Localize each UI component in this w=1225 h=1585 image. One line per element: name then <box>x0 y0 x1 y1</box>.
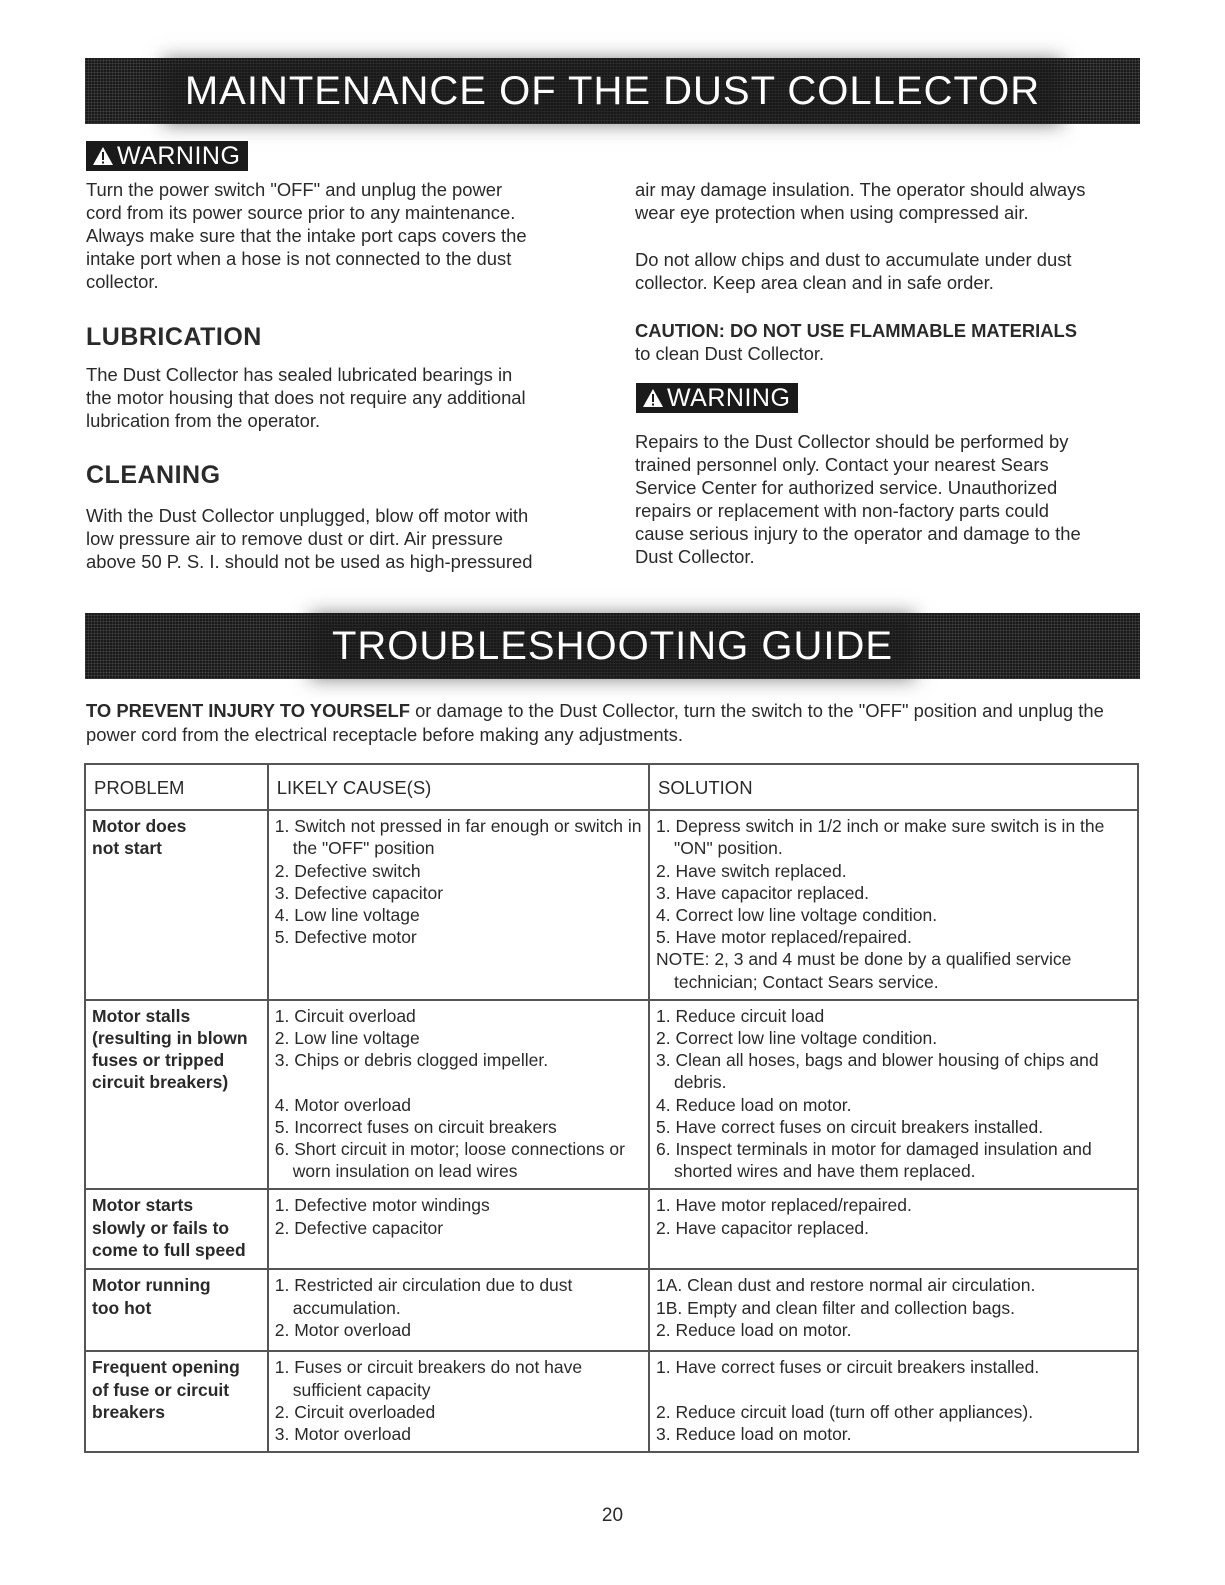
cause-cell <box>268 1269 649 1351</box>
maintenance-title: MAINTENANCE OF THE DUST COLLECTOR <box>173 69 1052 114</box>
cause-item: 4. Low line voltage <box>274 905 420 926</box>
table-row <box>85 810 1138 1000</box>
troubleshooting-banner <box>85 613 1140 679</box>
solution-item: 5. Have motor replaced/repaired. <box>655 927 912 948</box>
caution-heading: CAUTION: DO NOT USE FLAMMABLE MATERIALS <box>635 320 1078 341</box>
cause-cell <box>268 1351 649 1452</box>
troubleshooting-table <box>84 763 1139 1453</box>
cause-item: 1. Defective motor windings <box>274 1195 490 1216</box>
cause-cell <box>268 810 649 1000</box>
solution-item: 1B. Empty and clean filter and collection bags. <box>655 1297 1015 1318</box>
header-cause: LIKELY CAUSE(S) <box>268 764 649 810</box>
solution-item: NOTE: 2, 3 and 4 must be done by a qualified service technician; Contact Sears service. <box>655 949 1072 992</box>
intro-text: or damage to the Dust Collector, turn the switch to the "OFF" position and unplug the power cord from the electrical receptacle before making any adjustments. <box>86 700 1104 745</box>
cause-item: 2. Circuit overloaded <box>274 1401 436 1422</box>
solution-item: 1. Have motor replaced/repaired. <box>655 1195 912 1216</box>
solution-item: 6. Inspect terminals in motor for damaged insulation and shorted wires and have them replaced. <box>655 1139 1092 1182</box>
solution-item: 3. Have capacitor replaced. <box>655 882 870 903</box>
warning-label-text: WARNING <box>117 141 241 170</box>
solution-item: 1. Depress switch in 1/2 inch or make sure switch is in the "ON" position. <box>655 816 1105 859</box>
solution-item: 3. Clean all hoses, bags and blower housing of chips and debris. <box>655 1050 1099 1093</box>
cause-cell <box>268 1000 649 1190</box>
solution-item <box>656 1379 1131 1401</box>
warning2-label <box>636 383 798 413</box>
table-row <box>85 1351 1138 1452</box>
table-row <box>85 1189 1138 1269</box>
problem-cell: Motor starts slowly or fails to come to full speed <box>85 1189 268 1269</box>
cause-cell <box>268 1189 649 1269</box>
header-solution: SOLUTION <box>649 764 1138 810</box>
cause-item: 1. Circuit overload <box>274 1005 416 1026</box>
header-problem: PROBLEM <box>85 764 268 810</box>
lubrication-heading: LUBRICATION <box>86 323 262 351</box>
cleaning-heading: CLEANING <box>86 461 221 489</box>
cause-item: 4. Motor overload <box>274 1094 411 1115</box>
solution-cell <box>649 1269 1138 1351</box>
table-row <box>85 1269 1138 1351</box>
page-number: 20 <box>601 1505 624 1526</box>
caution-text: to clean Dust Collector. <box>635 343 825 364</box>
cause-item: 2. Low line voltage <box>274 1028 420 1049</box>
warning2-label-text: WARNING <box>667 383 791 412</box>
warning-label <box>86 141 248 171</box>
problem-cell: Motor does not start <box>85 810 268 1000</box>
cause-item: 2. Motor overload <box>274 1319 411 1340</box>
solution-item: 1. Have correct fuses or circuit breakers installed. <box>655 1357 1040 1378</box>
accumulate-text: Do not allow chips and dust to accumulate under dust collector. Keep area clean and in safe order. <box>635 249 1072 293</box>
problem-cell: Motor running too hot <box>85 1269 268 1351</box>
solution-item: 4. Correct low line voltage condition. <box>655 905 938 926</box>
warning-triangle-icon <box>642 388 664 408</box>
solution-item: 1A. Clean dust and restore normal air circulation. <box>655 1275 1036 1296</box>
warning-triangle-icon <box>92 146 114 166</box>
cause-item: 5. Defective motor <box>274 927 417 948</box>
solution-item: 3. Reduce load on motor. <box>655 1424 852 1445</box>
cause-item: 1. Fuses or circuit breakers do not have sufficient capacity <box>274 1357 583 1400</box>
warning-text: Turn the power switch "OFF" and unplug the power cord from its power source prior to any maintenance. Always make sure that the intake port caps covers the intake port when a hose is not connected to the dust collector. <box>86 179 527 292</box>
cause-item: 2. Defective capacitor <box>274 1217 444 1238</box>
warning2-text: Repairs to the Dust Collector should be performed by trained personnel only. Contact your nearest Sears Service Center for authorized service. Unauthorized repairs or replacement with non-factory parts could cause serious injury to the operator and damage to the Dust Collector. <box>635 431 1081 567</box>
cause-item: 5. Incorrect fuses on circuit breakers <box>274 1116 557 1137</box>
cause-item: 3. Defective capacitor <box>274 882 444 903</box>
solution-cell <box>649 1000 1138 1190</box>
problem-cell: Frequent opening of fuse or circuit breakers <box>85 1351 268 1452</box>
cause-item: 1. Restricted air circulation due to dust accumulation. <box>274 1275 573 1318</box>
cleaning-text-continued: air may damage insulation. The operator should always wear eye protection when using compressed air. <box>635 179 1086 223</box>
problem-cell: Motor stalls (resulting in blown fuses or tripped circuit breakers) <box>85 1000 268 1190</box>
troubleshooting-title: TROUBLESHOOTING GUIDE <box>320 624 905 669</box>
cause-item: 1. Switch not pressed in far enough or switch in the "OFF" position <box>274 816 642 859</box>
solution-item: 1. Reduce circuit load <box>655 1005 825 1026</box>
troubleshooting-intro <box>86 699 1146 747</box>
cause-item: 3. Motor overload <box>274 1424 411 1445</box>
cause-item: 6. Short circuit in motor; loose connections or worn insulation on lead wires <box>274 1139 625 1182</box>
solution-item: 2. Reduce load on motor. <box>655 1319 852 1340</box>
cleaning-text: With the Dust Collector unplugged, blow off motor with low pressure air to remove dust or dirt. Air pressure above 50 P. S. I. should not be used as high-pressured <box>86 505 533 572</box>
maintenance-banner <box>85 58 1140 124</box>
solution-item: 2. Reduce circuit load (turn off other appliances). <box>655 1401 1034 1422</box>
cause-item: 2. Defective switch <box>274 860 421 881</box>
solution-item: 2. Have switch replaced. <box>655 860 847 881</box>
lubrication-text: The Dust Collector has sealed lubricated bearings in the motor housing that does not require any additional lubrication from the operator. <box>86 364 526 431</box>
cause-item: 3. Chips or debris clogged impeller. <box>274 1050 549 1071</box>
solution-item: 2. Have capacitor replaced. <box>655 1217 870 1238</box>
intro-bold: TO PREVENT INJURY TO YOURSELF <box>86 700 410 721</box>
solution-cell <box>649 1189 1138 1269</box>
solution-item: 4. Reduce load on motor. <box>655 1094 852 1115</box>
solution-item: 2. Correct low line voltage condition. <box>655 1028 938 1049</box>
solution-cell <box>649 1351 1138 1452</box>
cause-item <box>275 1071 642 1093</box>
table-header-row <box>85 764 1138 810</box>
table-row <box>85 1000 1138 1190</box>
solution-cell <box>649 810 1138 1000</box>
solution-item: 5. Have correct fuses on circuit breakers installed. <box>655 1116 1044 1137</box>
